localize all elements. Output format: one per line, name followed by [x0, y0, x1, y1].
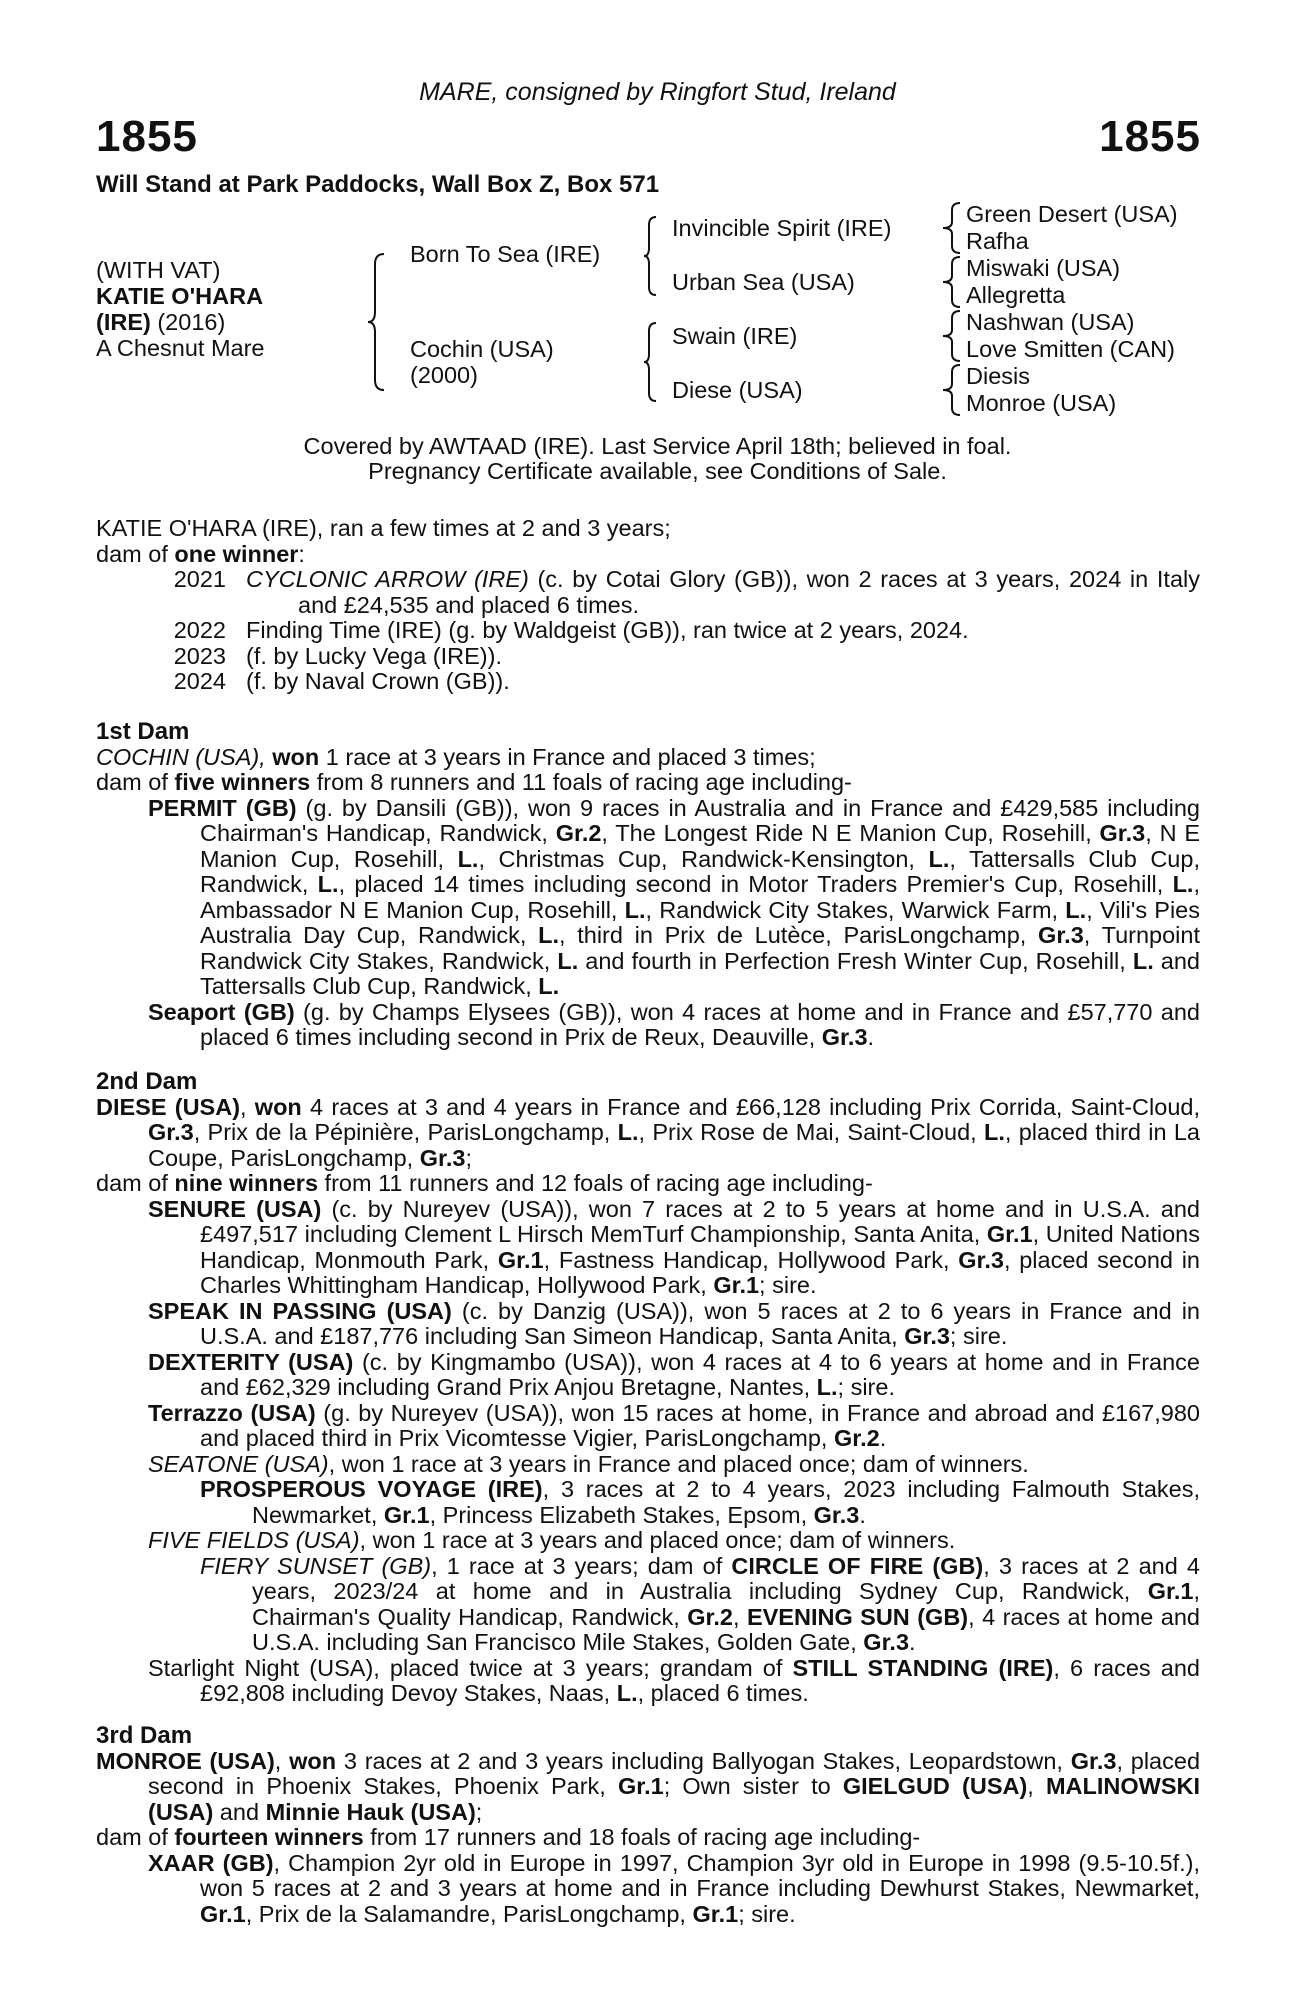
sire: Born To Sea (IRE): [410, 241, 601, 267]
first-dam-section: [96, 719, 1200, 1051]
grandoffspring-prosperous-voyage: PROSPEROUS VOYAGE (IRE), 3 races at 2 to 4 years, 2023 including Falmouth Stakes, Newmarket, Gr.1, Princess Elizabeth Stakes, Epsom, Gr.3.: [200, 1476, 1200, 1528]
foal-2022: 2022 Finding Time (IRE) (g. by Waldgeist (GB)), ran twice at 2 years, 2024.: [173, 617, 969, 643]
offspring-seatone: SEATONE (USA), won 1 race at 3 years in France and placed once; dam of winners.: [148, 1450, 1029, 1477]
third-dam-section: [96, 1723, 1200, 1927]
gg-dam-3: Love Smitten (CAN): [966, 336, 1175, 362]
stabling-location: Will Stand at Park Paddocks, Wall Box Z, Box 571: [96, 171, 660, 198]
horse-description: A Chesnut Mare: [96, 335, 265, 361]
pedigree-brace-gg2: [940, 254, 962, 310]
dam: Cochin (USA): [410, 336, 554, 362]
foal-2024: 2024 (f. by Naval Crown (GB)).: [173, 668, 510, 694]
gg-sire-1: Green Desert (USA): [966, 201, 1178, 227]
offspring-senure: SENURE (USA) (c. by Nureyev (USA)), won 7 races at 2 to 5 years at home and in U.S.A. and £497,517 including Clement L Hirsch MemTurf Championship, Santa Anita, Gr.1, United Nations Handicap, Monmouth Park, Gr.1, Fastness Handicap, Hollywood Park, Gr.3, placed second in Charles Whittingham Handicap, Hollywood Park, Gr.1; sire.: [148, 1195, 1200, 1298]
dam-sire: Swain (IRE): [672, 323, 798, 349]
first-dam-produce: dam of five winners from 8 runners and 11 foals of racing age including-: [96, 769, 852, 795]
second-dam-heading: 2nd Dam: [96, 1068, 198, 1095]
pedigree-brace-gg3: [940, 308, 962, 364]
pedigree-brace-main: [366, 252, 386, 392]
first-dam-heading: 1st Dam: [96, 718, 190, 745]
offspring-dexterity: DEXTERITY (USA) (c. by Kingmambo (USA)), won 4 races at 4 to 6 years at home and in France and £62,329 including Grand Prix Anjou Bretagne, Nantes, L.; sire.: [148, 1348, 1200, 1400]
lot-number-left: 1855: [96, 112, 198, 161]
produce-record: [96, 516, 1200, 695]
grandoffspring-fiery-sunset: FIERY SUNSET (GB), 1 race at 3 years; dam of CIRCLE OF FIRE (GB), 3 races at 2 and 4 years, 2023/24 at home and in Australia including Sydney Cup, Randwick, Gr.1, Chairman's Quality Handicap, Randwick, Gr.2, EVENING SUN (GB), 4 races at home and U.S.A. including San Francisco Mile Stakes, Golden Gate, Gr.3.: [200, 1552, 1200, 1655]
pedigree-brace-gg4: [940, 362, 962, 418]
first-dam-summary: COCHIN (USA), won 1 race at 3 years in France and placed 3 times;: [96, 743, 816, 770]
dam-of-line: dam of one winner:: [96, 540, 305, 567]
gg-dam-1: Rafha: [966, 228, 1029, 254]
pedigree-brace-sire: [642, 215, 658, 297]
offspring-terrazzo: Terrazzo (USA) (g. by Nureyev (USA)), won 15 races at home, in France and abroad and £167,980 and placed third in Prix Vicomtesse Vigier, ParisLongchamp, Gr.2.: [148, 1399, 1200, 1451]
offspring-starlight-night: Starlight Night (USA), placed twice at 3 years; grandam of STILL STANDING (IRE), 6 races and £92,808 including Devoy Stakes, Naas, L., placed 6 times.: [148, 1654, 1200, 1706]
offspring-speak-in-passing: SPEAK IN PASSING (USA) (c. by Danzig (USA)), won 5 races at 2 to 6 years in France and in U.S.A. and £187,776 including San Simeon Handicap, Santa Anita, Gr.3; sire.: [148, 1297, 1200, 1349]
horse-name-year: (IRE) (2016): [96, 309, 226, 335]
pedigree-brace-gg1: [940, 200, 962, 256]
offspring-five-fields: FIVE FIELDS (USA), won 1 race at 3 years and placed once; dam of winners.: [148, 1527, 956, 1553]
vat-note: (WITH VAT): [96, 257, 221, 283]
offspring-permit: PERMIT (GB) (g. by Dansili (GB)), won 9 races in Australia and in France and £429,585 including Chairman's Handicap, Randwick, Gr.2, The Longest Ride N E Manion Cup, Rosehill, Gr.3, N E Manion Cup, Rosehill, L., Christmas Cup, Randwick-Kensington, L., Tattersalls Club Cup, Randwick, L., placed 14 times including second in Motor Traders Premier's Cup, Rosehill, L., Ambassador N E Manion Cup, Rosehill, L., Randwick City Stakes, Warwick Farm, L., Vili's Pies Australia Day Cup, Randwick, L., third in Prix de Lutèce, ParisLongchamp, Gr.3, Turnpoint Randwick City Stakes, Randwick, L. and fourth in Perfection Fresh Winter Cup, Rosehill, L. and Tattersalls Club Cup, Randwick, L.: [148, 794, 1200, 999]
second-dam-produce: dam of nine winners from 11 runners and 12 foals of racing age including-: [96, 1170, 873, 1196]
gg-dam-4: Monroe (USA): [966, 390, 1117, 416]
foal-2021: 2021 CYCLONIC ARROW (IRE) (c. by Cotai Glory (GB)), won 2 races at 3 years, 2024 in Italy and £24,535 and placed 6 times.: [173, 566, 1200, 618]
horse-name: KATIE O'HARA: [96, 283, 264, 309]
gg-dam-2: Allegretta: [966, 282, 1066, 308]
second-dam-section: [96, 1069, 1200, 1707]
sire-sire: Invincible Spirit (IRE): [672, 215, 892, 241]
gg-sire-4: Diesis: [966, 363, 1030, 389]
consignor-line: MARE, consigned by Ringfort Stud, Ireland: [419, 78, 896, 106]
foal-2023: 2023 (f. by Lucky Vega (IRE)).: [173, 642, 502, 669]
pregnancy-line: Pregnancy Certificate available, see Conditions of Sale.: [368, 458, 947, 484]
pedigree-brace-dam: [642, 321, 658, 403]
offspring-seaport: Seaport (GB) (g. by Champs Elysees (GB)), won 4 races at home and in France and £57,770 and placed 6 times including second in Prix de Reux, Deauville, Gr.3.: [148, 998, 1200, 1050]
mare-summary: KATIE O'HARA (IRE), ran a few times at 2 and 3 years;: [96, 515, 671, 541]
gg-sire-3: Nashwan (USA): [966, 309, 1135, 335]
third-dam-heading: 3rd Dam: [96, 1722, 193, 1749]
offspring-xaar: XAAR (GB), Champion 2yr old in Europe in 1997, Champion 3yr old in Europe in 1998 (9.5-10.5f.), won 5 races at 2 and 3 years at home and in France including Dewhurst Stakes, Newmarket, Gr.1, Prix de la Salamandre, ParisLongchamp, Gr.1; sire.: [148, 1849, 1200, 1927]
third-dam-produce: dam of fourteen winners from 17 runners and 18 foals of racing age including-: [96, 1824, 921, 1850]
sire-dam: Urban Sea (USA): [672, 269, 855, 295]
covered-line: Covered by AWTAAD (IRE). Last Service April 18th; believed in foal.: [303, 433, 1012, 459]
dam-year: (2000): [410, 362, 478, 388]
gg-sire-2: Miswaki (USA): [966, 255, 1121, 281]
second-dam-summary: DIESE (USA), won 4 races at 3 and 4 years in France and £66,128 including Prix Corrida, Saint-Cloud, Gr.3, Prix de la Pépinière, ParisLongchamp, L., Prix Rose de Mai, Saint-Cloud, L., placed third in La Coupe, ParisLongchamp, Gr.3;: [96, 1093, 1201, 1171]
lot-number-right: 1855: [1099, 112, 1201, 161]
third-dam-summary: MONROE (USA), won 3 races at 2 and 3 years including Ballyogan Stakes, Leopardstown, Gr.3, placed second in Phoenix Stakes, Phoenix Park, Gr.1; Own sister to GIELGUD (USA), MALINOWSKI (USA) and Minnie Hauk (USA);: [96, 1747, 1201, 1825]
dam-dam: Diese (USA): [672, 377, 803, 403]
